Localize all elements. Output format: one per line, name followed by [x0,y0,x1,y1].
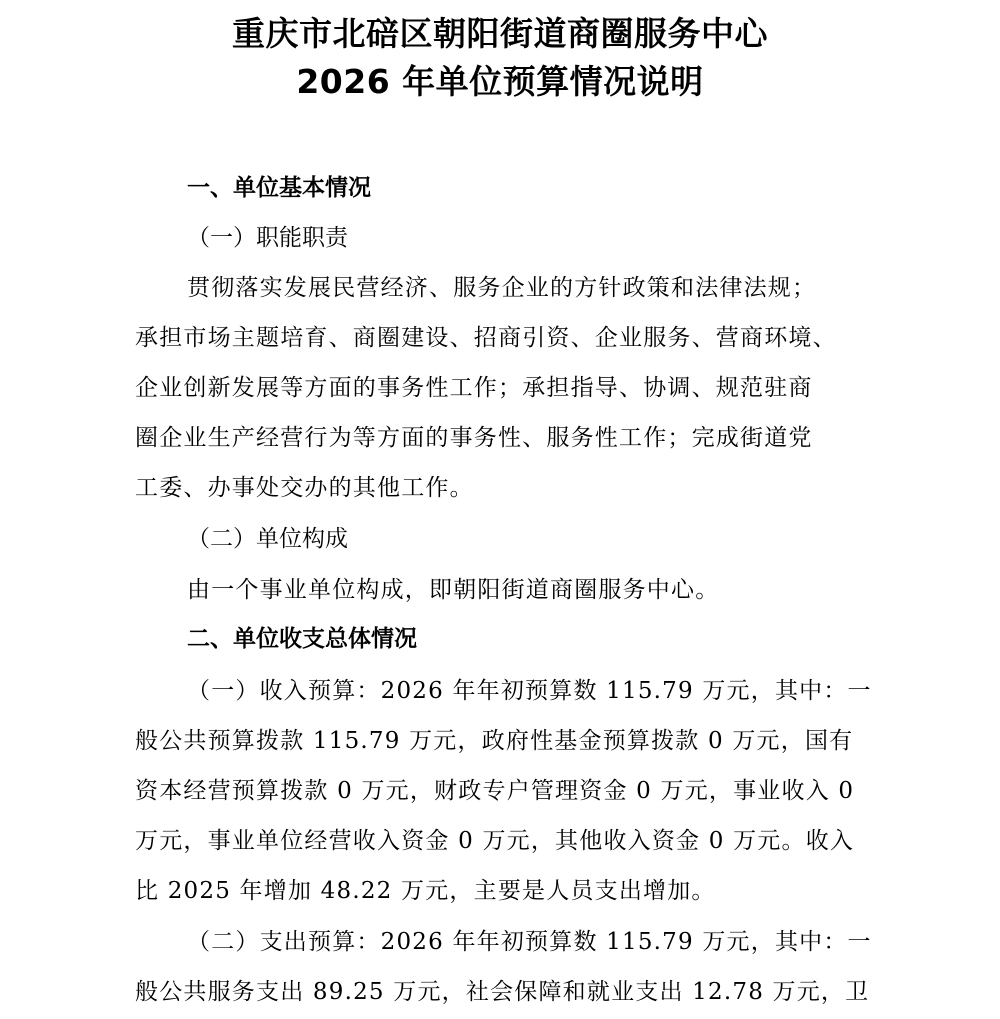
duties-line-5: 工委、办事处交办的其他工作。 [135,475,474,501]
duties-line-3: 企业创新发展等方面的事务性工作；承担指导、协调、规范驻商 [135,375,813,401]
income-line-2: 般公共预算拨款 115.79 万元，政府性基金预算拨款 0 万元，国有 [135,728,854,754]
duties-line-1: 贯彻落实发展民营经济、服务企业的方针政策和法律法规； [187,275,817,301]
expense-label: （二）支出预算： [187,929,381,955]
income-line-4: 万元，事业单位经营收入资金 0 万元，其他收入资金 0 万元。收入 [135,828,855,854]
composition-line-1: 由一个事业单位构成，即朝阳街道商圈服务中心。 [187,577,720,603]
income-label: （一）收入预算： [187,678,381,704]
income-line-1-text: 2026 年年初预算数 115.79 万元，其中：一 [380,678,872,704]
duties-line-2: 承担市场主题培育、商圈建设、招商引资、企业服务、营商环境、 [135,325,837,351]
expense-line-1 [187,927,872,957]
expense-line-2: 般公共服务支出 89.25 万元，社会保障和就业支出 12.78 万元，卫 [135,979,870,1005]
income-line-5: 比 2025 年增加 48.22 万元，主要是人员支出增加。 [135,878,716,904]
section2-heading: 二、单位收支总体情况 [187,626,417,652]
duties-line-4: 圈企业生产经营行为等方面的事务性、服务性工作；完成街道党 [135,425,813,451]
section1-sub1-heading: （一）职能职责 [187,225,348,251]
document-title-line2: 2026 年单位预算情况说明 [296,62,704,101]
section1-heading: 一、单位基本情况 [187,175,371,201]
document-title-line1: 重庆市北碚区朝阳街道商圈服务中心 [232,14,768,53]
income-line-3: 资本经营预算拨款 0 万元，财政专户管理资金 0 万元，事业收入 0 [135,778,855,804]
income-line-1 [187,676,872,706]
section1-sub2-heading: （二）单位构成 [187,526,348,552]
expense-line-1-text: 2026 年年初预算数 115.79 万元，其中：一 [380,929,872,955]
